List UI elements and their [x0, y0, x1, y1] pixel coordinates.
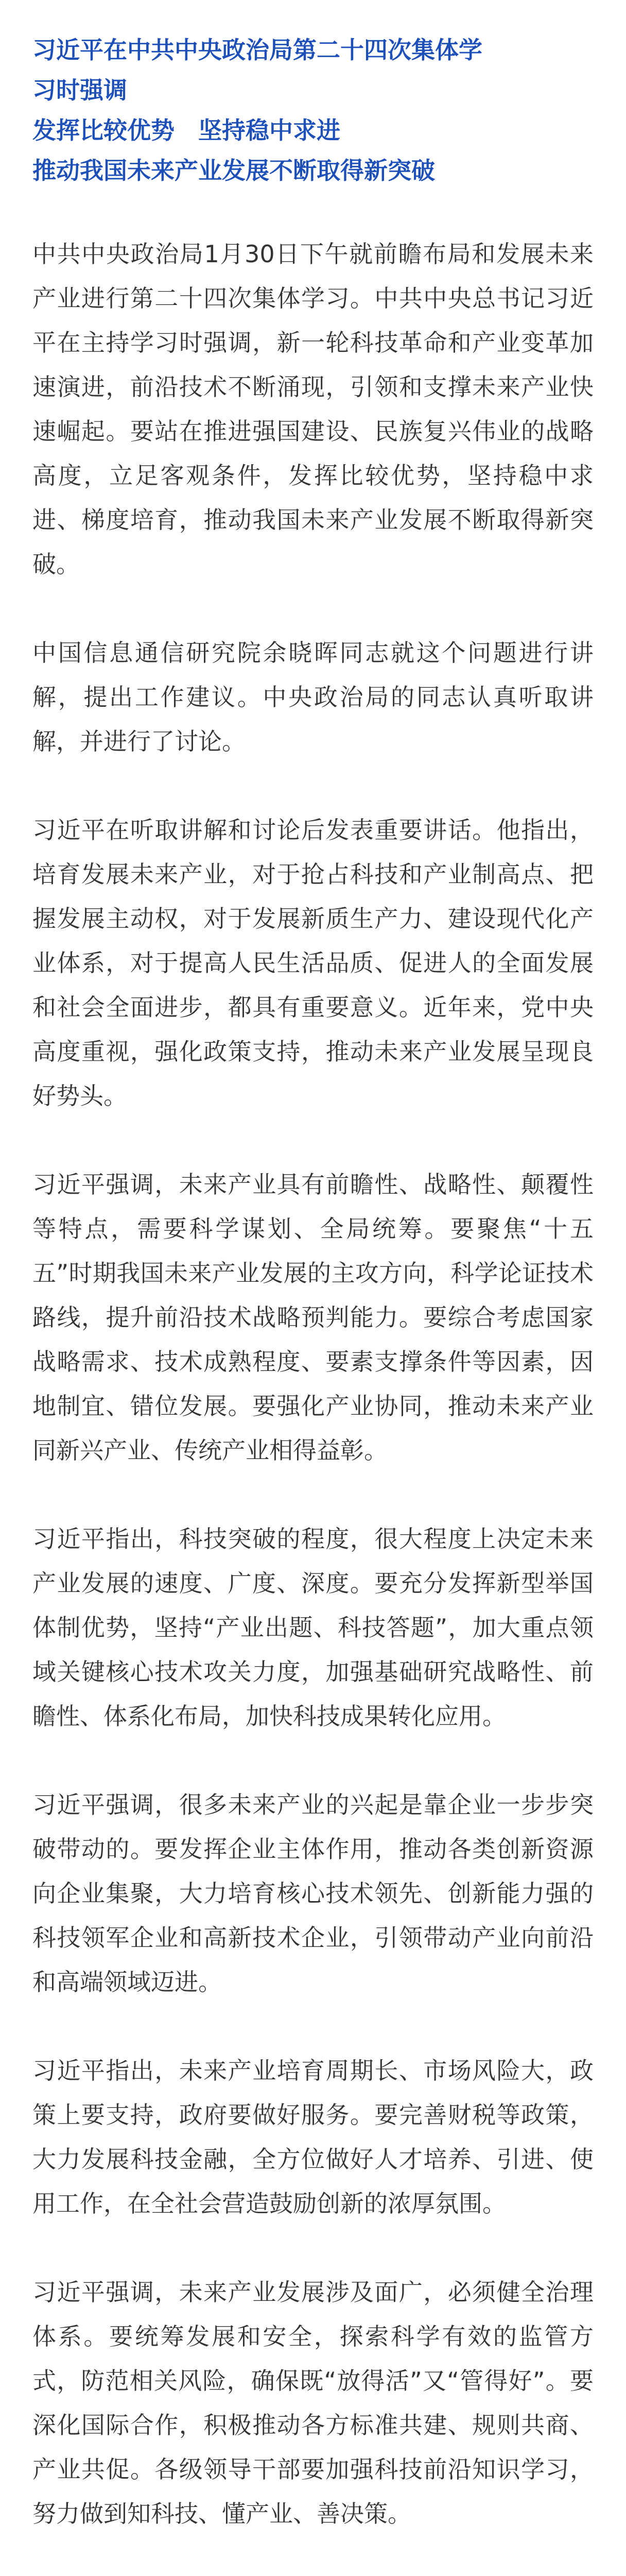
article — [32, 0, 594, 2576]
headline-line-3: 发挥比较优势 坚持稳中求进 — [32, 116, 340, 144]
body-paragraph-7: 习近平指出，未来产业培育周期长、市场风险大，政策上要支持，政府要做好服务。要完善财税等政策，大力发展科技金融，全方位做好人才培养、引进、使用工作，在全社会营造鼓励创新的浓厚氛围。 — [32, 2057, 594, 2217]
body-paragraph-4: 习近平强调，未来产业具有前瞻性、战略性、颠覆性等特点，需要科学谋划、全局统筹。要聚焦“十五五”时期我国未来产业发展的主攻方向，科学论证技术路线，提升前沿技术战略预判能力。要综合考虑国家战略需求、技术成熟程度、要素支撑条件等因素，因地制宜、错位发展。要强化产业协同，推动未来产业同新兴产业、传统产业相得益彰。 — [32, 1171, 594, 1464]
article-headline — [32, 0, 594, 191]
body-paragraph-2: 中国信息通信研究院余晓晖同志就这个问题进行讲解，提出工作建议。中央政治局的同志认真听取讲解，并进行了讨论。 — [32, 639, 594, 755]
body-paragraph-6: 习近平强调，很多未来产业的兴起是靠企业一步步突破带动的。要发挥企业主体作用，推动各类创新资源向企业集聚，大力培育核心技术领先、创新能力强的科技领军企业和高新技术企业，引领带动产业向前沿和高端领域迈进。 — [32, 1791, 594, 1996]
headline-line-2: 习时强调 — [32, 76, 127, 104]
body-paragraph-5: 习近平指出，科技突破的程度，很大程度上决定未来产业发展的速度、广度、深度。要充分发挥新型举国体制优势，坚持“产业出题、科技答题”，加大重点领域关键核心技术攻关力度，加强基础研究战略性、前瞻性、体系化布局，加快科技成果转化应用。 — [32, 1525, 594, 1730]
body-paragraph-1: 中共中央政治局1月30日下午就前瞻布局和发展未来产业进行第二十四次集体学习。中共中央总书记习近平在主持学习时强调，新一轮科技革命和产业变革加速演进，前沿技术不断涌现，引领和支撑未来产业快速崛起。要站在推进强国建设、民族复兴伟业的战略高度，立足客观条件，发挥比较优势，坚持稳中求进、梯度培育，推动我国未来产业发展不断取得新突破。 — [32, 240, 594, 578]
body-paragraph-3: 习近平在听取讲解和讨论后发表重要讲话。他指出，培育发展未来产业，对于抢占科技和产业制高点、把握发展主动权，对于发展新质生产力、建设现代化产业体系，对于提高人民生活品质、促进人的全面发展和社会全面进步，都具有重要意义。近年来，党中央高度重视，强化政策支持，推动未来产业发展呈现良好势头。 — [32, 816, 594, 1110]
headline-line-1: 习近平在中共中央政治局第二十四次集体学 — [32, 36, 482, 64]
body-paragraph-8: 习近平强调，未来产业发展涉及面广，必须健全治理体系。要统筹发展和安全，探索科学有效的监管方式，防范相关风险，确保既“放得活”又“管得好”。要深化国际合作，积极推动各方标准共建、规则共商、产业共促。各级领导干部要加强科技前沿知识学习，努力做到知科技、懂产业、善决策。 — [32, 2278, 594, 2528]
headline-line-4: 推动我国未来产业发展不断取得新突破 — [32, 157, 435, 184]
